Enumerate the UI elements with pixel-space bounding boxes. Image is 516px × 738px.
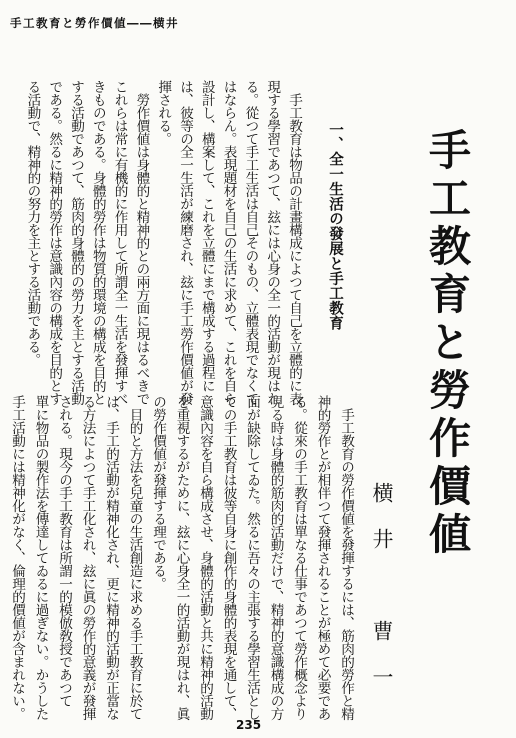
section-heading: 一、全一生活の發展と手工教育 [327, 122, 343, 331]
section-text-line: る。從つて手工生活は自己そのもの、立體表現でなくて [242, 80, 259, 405]
section-text-line: 揮される。 [155, 80, 172, 145]
section-text-line: 手工教育は物品の計畫構成によつて自己を立體的に表 [286, 80, 302, 405]
intro-text-line: 手工教育の勞作價値を發揮するには、筋肉的勞作と精 [338, 395, 354, 720]
section-text-line: 設計し、構案して、これを立體にまで構成する過程に [198, 80, 215, 392]
section-text-line: る活動で、精神的の努力を主とする活動である。 [24, 80, 41, 366]
section-text-line: する活動であつて、筋肉的身體的の勞力を主とする活動 [68, 80, 84, 405]
intro-text-line: ての手工教育は彼等自身に創作的身體的表現を通して、 [220, 395, 237, 720]
section-text-line: である。然るに精神的勞作は意識內容の構成を目的とす [46, 80, 63, 405]
intro-text-line: る。從來の手工教育は單なる仕事であつて勞作概念より [291, 395, 307, 720]
intro-text-line: 意識內容を自ら構成させ、身體的活動と共に精神的活動 [197, 395, 213, 720]
running-head: 手工教育と勞作價値――横井 [10, 16, 179, 30]
intro-text-line: は、手工的活動が精神化され、更に精神的活動が正當な [103, 395, 119, 720]
intro-text-line: の勞作價値が發揮する理である。 [150, 395, 166, 590]
section-text-line: これらは常に有機的に作用して所謂全一生活を發揮すべ [111, 80, 128, 405]
intro-text-line: 手工活動には精神化がなく、倫理的價値が含まれない。 [9, 395, 25, 720]
section-text-line: きものである。身體的勞作は物質的環境の構成を目的と [89, 80, 106, 405]
section-text-line: は、彼等の全一生活が練磨され、玆に手工勞作價値が發 [177, 80, 193, 405]
intro-text-line: 單に物品の製作法を傳達してゐるに過ぎない。かうした [32, 395, 49, 720]
section-text-line: 現する學習であつて、玆には心身の全一的活動が現はれ [264, 80, 281, 405]
section-text-line: はならん。表現題材を自己の生活に求めて、これを自ら [220, 80, 237, 405]
intro-text-line: 目的と方法を兒童の生活創造に求める手工教育に於て [126, 395, 143, 720]
section-text-line: 勞作價値は身體的と精神的との兩方面に現はるべきで [133, 80, 150, 405]
intro-text-line: を重視するがために、玆に心身全一的活動が現はれ、眞 [173, 395, 190, 720]
intro-text-line: 神的勞作とが相伴つて發揮されることが極めて必要であ [314, 395, 331, 720]
intro-text-line: る方法によつて手工化され、玆に眞の勞作的意義が發揮 [79, 395, 96, 720]
author-name: 横井 曹一 [370, 482, 394, 712]
article-title: 手工教育と勞作價値 [423, 128, 472, 560]
page-number: 235 [236, 718, 262, 732]
intro-text-line: される。現今の手工教育は所謂一的模倣敎授であつて [56, 395, 72, 707]
intro-text-line: 見る時は身體的筋肉的活動だけで、精神的意識構成の方 [267, 395, 284, 720]
intro-text-line: 面が缺除してゐた。然るに吾々の主張する學習生活とし [244, 395, 260, 720]
